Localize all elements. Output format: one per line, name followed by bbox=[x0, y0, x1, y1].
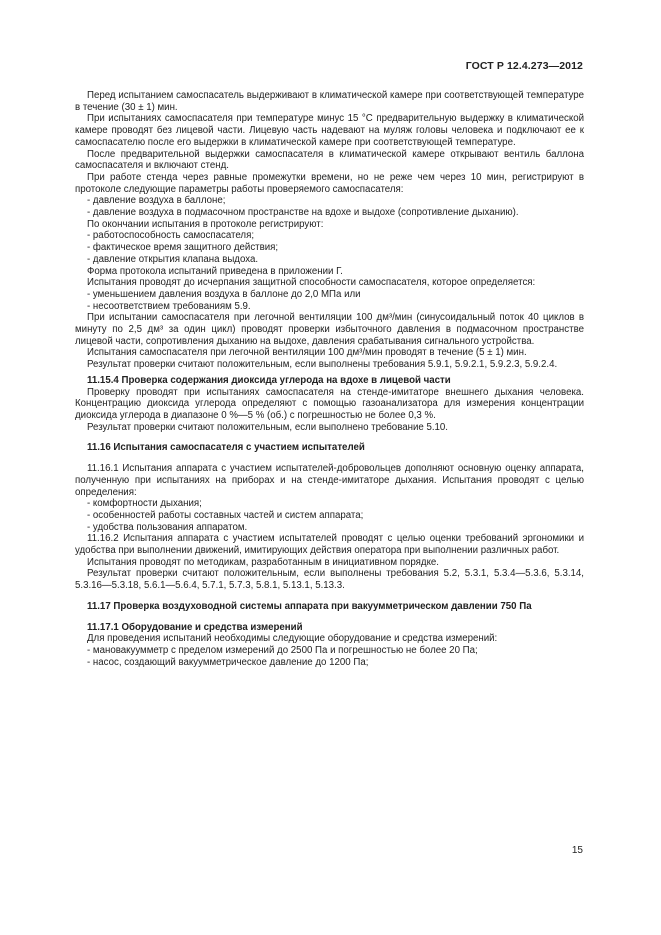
page-number: 15 bbox=[571, 845, 583, 856]
paragraph: По окончании испытания в протоколе регистрируют: bbox=[87, 218, 324, 230]
paragraph: Испытания самоспасателя при легочной вентиляции 100 дм³/мин проводят в течение (5 ± 1) мин. bbox=[87, 347, 527, 359]
paragraph: Результат проверки считают положительным, если выполнено требование 5.10. bbox=[87, 421, 449, 433]
list-item: - удобства пользования аппаратом. bbox=[87, 521, 248, 533]
paragraph: Результат проверки считают положительным, если выполнены требования 5.2, 5.3.1, 5.3.4—5.3.6, 5.3.14, 5.3.16—5.3.18, 5.6.1—5.6.4, 5.7.1, 5.7.3, 5.8.1, 5.13.1, 5.13.3. bbox=[75, 568, 584, 592]
paragraph: При испытании самоспасателя при легочной вентиляции 100 дм³/мин (синусоидальный поток 40 циклов в минуту по 2,5 дм³ за один цикл) проводят проверки избыточного давления в подмасочном пространстве лицевой части, сопротивления дыханию на выдохе, давления срабатывания сигнального устройства. bbox=[75, 312, 584, 347]
paragraph: Перед испытанием самоспасатель выдерживают в климатической камере при соответствующей температуре в течение (30 ± 1) мин. bbox=[75, 90, 584, 113]
list-item: - давление открытия клапана выдоха. bbox=[87, 253, 259, 265]
paragraph: Проверку проводят при испытаниях самоспасателя на стенде-имитаторе внешнего дыхания человека. Концентрацию диоксида углерода определяют с помощью газоанализатора для измерения концентрации диоксида углерода в диапазоне 0 %—5 % (об.) с погрешностью не более 0,3 %. bbox=[75, 386, 584, 421]
document-body bbox=[75, 90, 584, 668]
paragraph: При работе стенда через равные промежутки времени, но не реже чем через 10 мин, регистрируют в протоколе следующие параметры работы проверяемого самоспасателя: bbox=[75, 171, 584, 195]
list-item: - комфортности дыхания; bbox=[87, 498, 202, 510]
document-code: ГОСТ Р 12.4.273—2012 bbox=[465, 60, 583, 72]
paragraph: Форма протокола испытаний приведена в приложении Г. bbox=[87, 265, 343, 277]
paragraph: 11.16.2 Испытания аппарата с участием испытателей проводят с целью оценки требований эргономики и удобства при выполнении движений, имитирующих действия оператора при выполнении различных работ. bbox=[75, 533, 584, 557]
paragraph: Результат проверки считают положительным, если выполнены требования 5.9.1, 5.9.2.1, 5.9.2.3, 5.9.2.4. bbox=[87, 359, 558, 371]
paragraph: 11.16.1 Испытания аппарата с участием испытателей-добровольцев дополняют основную оценку аппарата, полученную при испытаниях на приборах и на стенде-имитаторе дыхания. Испытания проводят с целью определения: bbox=[75, 463, 584, 498]
list-item: - мановакуумметр с пределом измерений до 2500 Па и погрешностью не более 20 Па; bbox=[87, 644, 478, 656]
paragraph: После предварительной выдержки самоспасателя в климатической камере открывают вентиль баллона самоспасателя и включают стенд. bbox=[75, 148, 584, 172]
paragraph: Для проведения испытаний необходимы следующие оборудование и средства измерений: bbox=[87, 633, 498, 645]
section-heading: 11.15.4 Проверка содержания диоксида углерода на вдохе в лицевой части bbox=[87, 374, 451, 386]
section-heading: 11.17 Проверка воздуховодной системы аппарата при вакуумметрическом давлении 750 Па bbox=[87, 600, 532, 612]
list-item: - давление воздуха в баллоне; bbox=[87, 195, 226, 207]
paragraph: При испытаниях самоспасателя при температуре минус 15 °С предварительную выдержку в климатической камере проводят без лицевой части. Лицевую часть надевают на муляж головы человека и подключают ее к самоспасателю после его выдержки в климатической камере при соответствующей температуре. bbox=[75, 113, 584, 148]
list-item: - уменьшением давления воздуха в баллоне до 2,0 МПа или bbox=[87, 288, 361, 300]
section-heading: 11.16 Испытания самоспасателя с участием испытателей bbox=[87, 442, 365, 454]
list-item: - несоответствием требованиям 5.9. bbox=[87, 300, 251, 312]
subsection-heading: 11.17.1 Оборудование и средства измерений bbox=[87, 621, 303, 633]
list-item: - давление воздуха в подмасочном пространстве на вдохе и выдохе (сопротивление дыханию). bbox=[87, 207, 519, 219]
list-item: - фактическое время защитного действия; bbox=[87, 242, 279, 254]
list-item: - особенностей работы составных частей и систем аппарата; bbox=[87, 509, 364, 521]
list-item: - работоспособность самоспасателя; bbox=[87, 230, 255, 242]
list-item: - насос, создающий вакуумметрическое давление до 1200 Па; bbox=[87, 656, 369, 668]
paragraph: Испытания проводят до исчерпания защитной способности самоспасателя, которое определяется: bbox=[87, 277, 536, 289]
paragraph: Испытания проводят по методикам, разработанным в инициативном порядке. bbox=[87, 556, 439, 568]
